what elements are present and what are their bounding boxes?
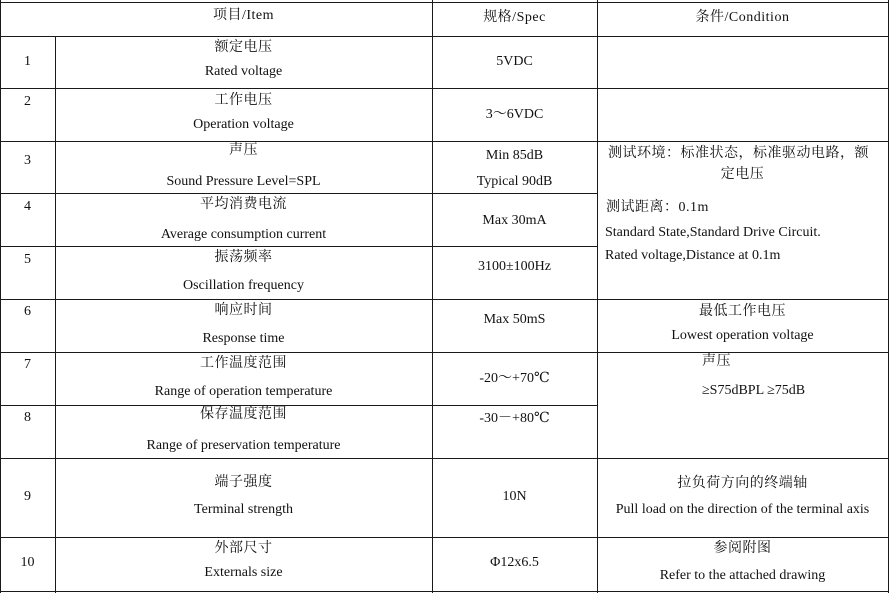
- row-number: 7: [24, 357, 31, 372]
- row-item-en: Response time: [202, 331, 285, 346]
- row-number: 4: [24, 199, 31, 214]
- row-spec: 3100±100Hz: [477, 259, 551, 274]
- row-item-zh: 保存温度范围: [200, 407, 287, 422]
- row-number: 9: [24, 489, 31, 504]
- row-item-en: Range of preservation temperature: [146, 438, 341, 453]
- condition-pull-en: Pull load on the direction of the terminal axis: [615, 502, 870, 517]
- condition-test-env-cont: 定电压: [720, 167, 765, 182]
- row-number: 2: [24, 94, 31, 109]
- row-item-zh: 声压: [229, 143, 258, 158]
- row-spec: 5VDC: [496, 54, 533, 69]
- row-item-en: Range of operation temperature: [154, 384, 333, 399]
- row-item-zh: 响应时间: [214, 303, 273, 318]
- row-item-en: Operation voltage: [193, 117, 294, 132]
- header-condition: 条件/Condition: [695, 10, 790, 25]
- condition-drawing-zh: 参阅附图: [713, 541, 772, 556]
- row-spec: Φ12x6.5: [490, 555, 539, 570]
- row-item-en: Externals size: [204, 565, 283, 580]
- row-item-zh: 额定电压: [214, 40, 273, 55]
- row-item-en: Rated voltage: [204, 64, 283, 79]
- row-number: 1: [24, 54, 31, 69]
- row-item-zh: 平均消费电流: [200, 197, 287, 212]
- row-spec: Max 30mA: [482, 213, 547, 228]
- header-item: 项目/Item: [212, 8, 275, 23]
- row-number: 5: [24, 252, 31, 267]
- row-item-zh: 端子强度: [214, 475, 273, 490]
- row-item-en: Terminal strength: [194, 502, 293, 517]
- row-number: 10: [20, 555, 35, 570]
- condition-lowest-zh: 最低工作电压: [699, 304, 786, 319]
- row-spec: -30－+80℃: [479, 411, 550, 426]
- row-number: 6: [24, 304, 31, 319]
- row-number: 8: [24, 410, 31, 425]
- row-item-zh: 工作温度范围: [200, 356, 287, 371]
- condition-pull-zh: 拉负荷方向的终端轴: [677, 476, 808, 491]
- row-item-en: Sound Pressure Level=SPL: [166, 174, 321, 189]
- row-spec: 10N: [502, 489, 527, 504]
- condition-spl-zh: 声压: [702, 354, 731, 369]
- condition-lowest-en: Lowest operation voltage: [671, 328, 814, 343]
- row-spec: 3～6VDC: [485, 107, 544, 122]
- row-item-en: Average consumption current: [160, 227, 327, 242]
- condition-standard-state: Standard State,Standard Drive Circuit.: [605, 225, 821, 240]
- condition-rated-distance: Rated voltage,Distance at 0.1m: [605, 248, 781, 263]
- row-item-zh: 外部尺寸: [214, 541, 273, 556]
- condition-spl-value: ≥S75dBPL ≥75dB: [702, 383, 806, 398]
- condition-drawing-en: Refer to the attached drawing: [659, 568, 826, 583]
- row-item-zh: 振荡频率: [214, 250, 273, 265]
- header-spec: 规格/Spec: [483, 10, 546, 25]
- row-item-en: Oscillation frequency: [183, 278, 304, 293]
- row-spec: Max 50mS: [483, 312, 546, 327]
- condition-test-distance: 测试距离：0.1m: [606, 200, 709, 215]
- condition-test-env: 测试环境：标准状态，标准驱动电路，额: [608, 146, 869, 161]
- row-number: 3: [24, 153, 31, 168]
- row-spec: -20～+70℃: [479, 371, 550, 386]
- row-item-zh: 工作电压: [214, 93, 273, 108]
- row-spec: Typical 90dB: [476, 174, 553, 189]
- row-spec: Min 85dB: [485, 148, 544, 163]
